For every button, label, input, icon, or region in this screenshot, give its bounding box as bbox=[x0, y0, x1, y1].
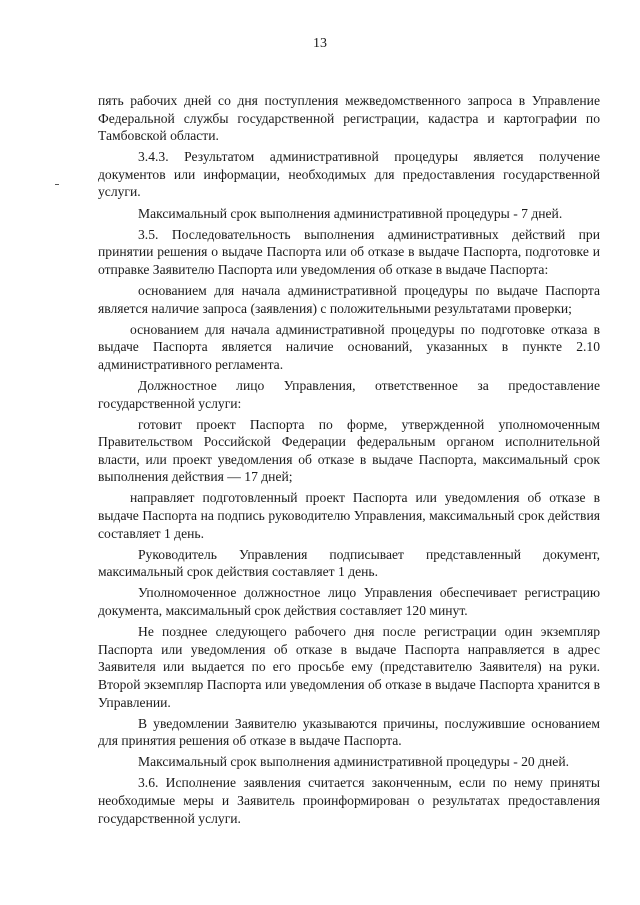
paragraph: Уполномоченное должностное лицо Управления обеспечивает регистрацию документа, максимальный срок действия составляет 120 минут. bbox=[98, 585, 600, 619]
paragraph: 3.5. Последовательность выполнения административных действий при принятии решения о выдаче Паспорта или об отказе в выдаче Паспорта, подготовке и отправке Заявителю Паспорта или уведомления об отказе в выдаче Паспорта: bbox=[98, 226, 600, 277]
paragraph: Должностное лицо Управления, ответственное за предоставление государственной услуги: bbox=[98, 377, 600, 411]
margin-mark bbox=[55, 184, 59, 185]
paragraph: Максимальный срок выполнения административной процедуры - 7 дней. bbox=[138, 205, 563, 221]
paragraph: основанием для начала административной процедуры по выдаче Паспорта является наличие запроса (заявления) с положительными результатами проверки; bbox=[98, 282, 600, 316]
paragraph: 3.4.3. Результатом административной процедуры является получение документов или информации, необходимых для предоставления государственной услуги. bbox=[98, 149, 600, 200]
paragraph: готовит проект Паспорта по форме, утвержденной уполномоченным Правительством Российской Федерации федеральным органом исполнительной власти, или проект уведомления об отказе в выдаче Паспорта, максимальный срок выполнения действия — 17 дней; bbox=[98, 416, 600, 485]
paragraph: Руководитель Управления подписывает представленный документ, максимальный срок действия составляет 1 день. bbox=[98, 546, 600, 580]
page-number: 13 bbox=[313, 36, 327, 51]
paragraph: В уведомлении Заявителю указываются причины, послужившие основанием для принятия решения об отказе в выдаче Паспорта. bbox=[98, 715, 600, 749]
paragraph: Максимальный срок выполнения административной процедуры - 20 дней. bbox=[138, 754, 570, 770]
paragraph: направляет подготовленный проект Паспорта или уведомления об отказе в выдаче Паспорта на подпись руководителю Управления, максимальный срок действия составляет 1 день. bbox=[98, 490, 600, 541]
paragraph: 3.6. Исполнение заявления считается законченным, если по нему приняты необходимые меры и Заявитель проинформирован о результатах предоставления государственной услуги. bbox=[98, 775, 600, 826]
document-body bbox=[98, 92, 600, 831]
paragraph: основанием для начала административной процедуры по подготовке отказа в выдаче Паспорта является наличие оснований, указанных в пункте 2.10 административного регламента. bbox=[98, 321, 600, 372]
paragraph: Не позднее следующего рабочего дня после регистрации один экземпляр Паспорта или уведомления об отказе в выдаче Паспорта направляется в адрес Заявителя или выдается по его просьбе ему (представителю Заявителя) на руки. Второй экземпляр Паспорта или уведомления об отказе в выдаче Паспорта хранится в Управлении. bbox=[98, 624, 600, 710]
paragraph: пять рабочих дней со дня поступления межведомственного запроса в Управление Федеральной службы государственной регистрации, кадастра и картографии по Тамбовской области. bbox=[98, 93, 600, 144]
